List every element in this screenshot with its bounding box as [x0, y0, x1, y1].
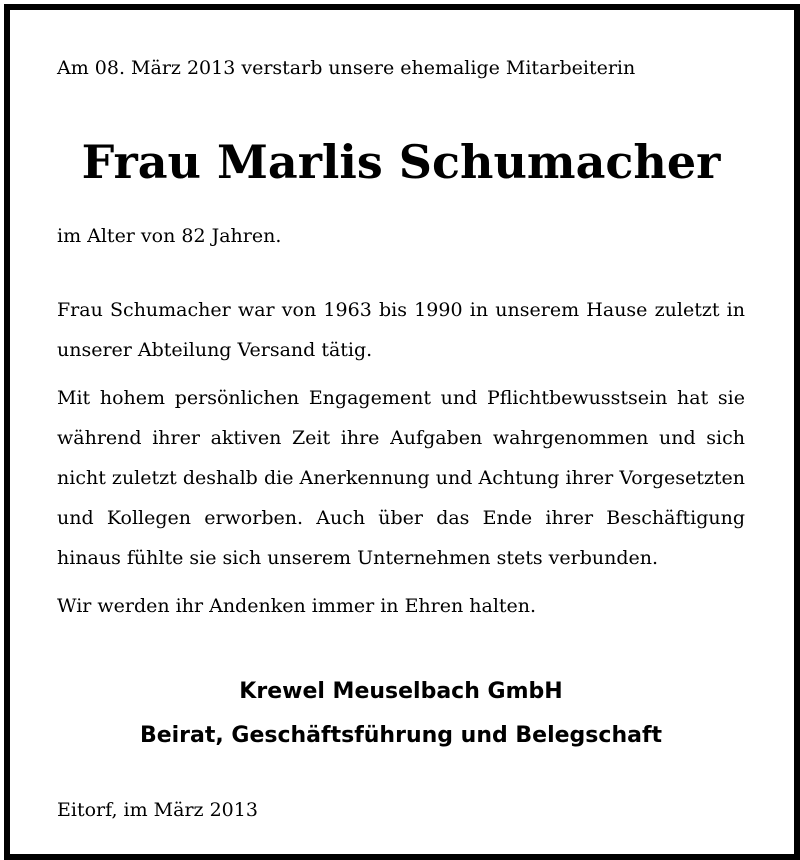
employment-paragraph: Frau Schumacher war von 1963 bis 1990 in unserem Hause zuletzt in unserer Abteilung Versand tätig. [57, 299, 745, 361]
intro-line: Am 08. März 2013 verstarb unsere ehemalige Mitarbeiterin [57, 57, 636, 79]
deceased-name: Frau Marlis Schumacher [81, 135, 721, 189]
signature-company: Krewel Meuselbach GmbH [239, 679, 563, 704]
remembrance-paragraph: Wir werden ihr Andenken immer in Ehren halten. [57, 595, 537, 617]
signature-groups: Beirat, Geschäftsführung und Belegschaft [139, 723, 663, 748]
obituary-border-frame [4, 4, 800, 860]
age-line: im Alter von 82 Jahren. [57, 225, 282, 247]
tribute-paragraph: Mit hohem persönlichen Engagement und Pflichtbewusstsein hat sie während ihrer aktiven Zeit ihre Aufgaben wahrgenommen und sich nicht zuletzt deshalb die Anerkennung und Achtung ihrer Vorgesetzten und Kollegen erworben. Auch über das Ende ihrer Beschäftigung hinaus fühlte sie sich unserem Unternehmen stets verbunden. [57, 387, 745, 569]
place-date: Eitorf, im März 2013 [57, 799, 258, 821]
